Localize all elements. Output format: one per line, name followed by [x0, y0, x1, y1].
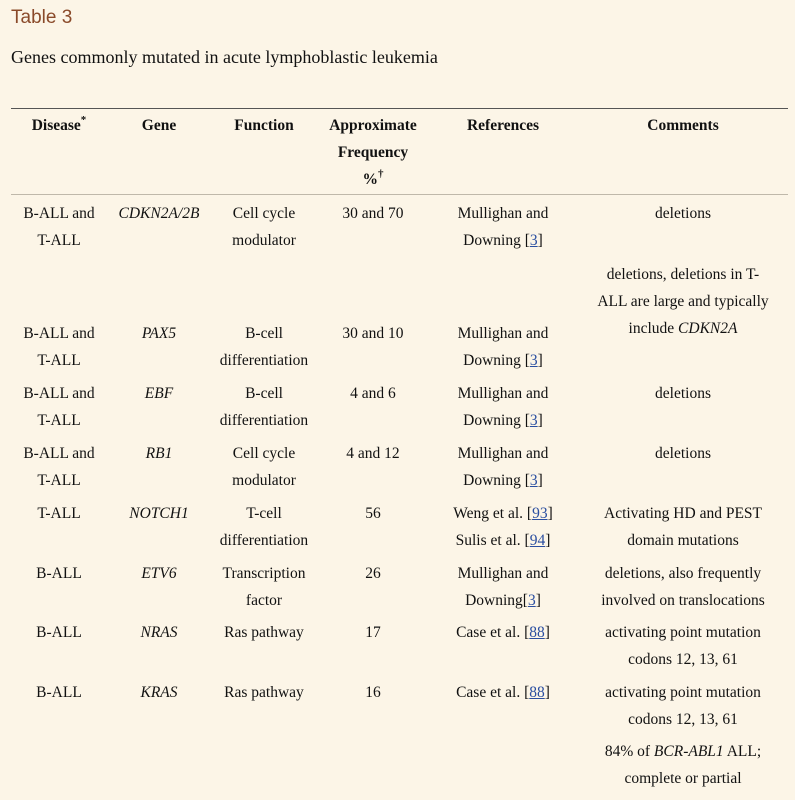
cell-frequency: 30 and 70	[342, 205, 404, 222]
table-top-rule	[11, 108, 788, 109]
header-gene: Gene	[141, 117, 177, 134]
cell-disease: B-ALL	[36, 684, 82, 701]
cell-frequency: 17	[365, 624, 381, 641]
reference-link[interactable]: 3	[527, 592, 536, 609]
cell-function: Cell cycle modulator	[232, 445, 296, 489]
cell-function: Ras pathway	[224, 684, 304, 701]
cell-comments: 84% of BCR-ABL1 ALL; complete or partial	[604, 743, 762, 787]
cell-frequency: 56	[365, 505, 381, 522]
header-disease: Disease*	[31, 114, 87, 134]
reference-link[interactable]: 94	[529, 532, 546, 549]
cell-gene: NOTCH1	[129, 505, 189, 522]
cell-frequency: 30 and 10	[342, 325, 404, 342]
reference-link[interactable]: 3	[529, 412, 538, 429]
cell-comments: deletions	[655, 445, 711, 462]
cell-function: Ras pathway	[224, 624, 304, 641]
cell-comments: deletions	[655, 205, 711, 222]
cell-frequency: 16	[365, 684, 381, 701]
cell-disease: T-ALL	[37, 505, 81, 522]
reference-link[interactable]: 3	[529, 352, 538, 369]
header-rule	[11, 194, 788, 195]
cell-function: Cell cycle modulator	[232, 205, 296, 249]
cell-function: Transcription factor	[222, 565, 306, 609]
cell-comments: activating point mutation codons 12, 13, 61	[605, 624, 761, 668]
cell-gene: KRAS	[140, 684, 178, 701]
cell-frequency: 4 and 12	[346, 445, 400, 462]
reference-link[interactable]: 93	[532, 505, 548, 522]
cell-comments: deletions, also frequently involved on translocations	[601, 565, 765, 609]
cell-comments: Activating HD and PEST domain mutations	[604, 505, 762, 549]
cell-function: B-cell differentiation	[219, 385, 309, 429]
cell-comments: deletions, deletions in T- ALL are large and typically include CDKN2A	[597, 266, 769, 337]
cell-function: T-cell differentiation	[219, 505, 309, 549]
cell-disease: B-ALL and T-ALL	[23, 205, 95, 249]
cell-comments: deletions	[655, 385, 711, 402]
cell-gene: NRAS	[140, 624, 178, 641]
cell-gene: ETV6	[141, 565, 177, 582]
cell-disease: B-ALL and T-ALL	[23, 445, 95, 489]
header-references: References	[466, 117, 539, 134]
cell-disease: B-ALL	[36, 624, 82, 641]
header-function: Function	[234, 117, 294, 134]
cell-disease: B-ALL	[36, 565, 82, 582]
cell-references: Case et al. [88]	[456, 684, 550, 701]
cell-references: Mullighan and Downing [3]	[457, 445, 549, 489]
cell-disease: B-ALL and T-ALL	[23, 385, 95, 429]
cell-comments: activating point mutation codons 12, 13, 61	[605, 684, 761, 728]
cell-function: B-cell differentiation	[219, 325, 309, 369]
cell-references: Mullighan and Downing [3]	[457, 205, 549, 249]
cell-gene: CDKN2A/2B	[118, 205, 200, 222]
cell-disease: B-ALL and T-ALL	[23, 325, 95, 369]
reference-link[interactable]: 88	[529, 684, 545, 701]
cell-gene: PAX5	[141, 325, 177, 342]
reference-link[interactable]: 88	[529, 624, 545, 641]
cell-references: Weng et al. [93] Sulis et al. [94]	[453, 505, 553, 549]
cell-gene: RB1	[145, 445, 173, 462]
cell-frequency: 26	[365, 565, 381, 582]
cell-references: Mullighan and Downing[3]	[457, 565, 549, 609]
cell-gene: EBF	[144, 385, 174, 402]
cell-references: Mullighan and Downing [3]	[457, 385, 549, 429]
cell-frequency: 4 and 6	[350, 385, 396, 402]
header-frequency: Approximate Frequency %†	[329, 117, 417, 188]
cell-references: Case et al. [88]	[456, 624, 550, 641]
header-comments: Comments	[647, 117, 719, 134]
table-label: Table 3	[11, 7, 73, 28]
reference-link[interactable]: 3	[529, 232, 538, 249]
table-caption: Genes commonly mutated in acute lymphoblastic leukemia	[11, 47, 438, 67]
reference-link[interactable]: 3	[529, 472, 538, 489]
cell-references: Mullighan and Downing [3]	[457, 325, 549, 369]
